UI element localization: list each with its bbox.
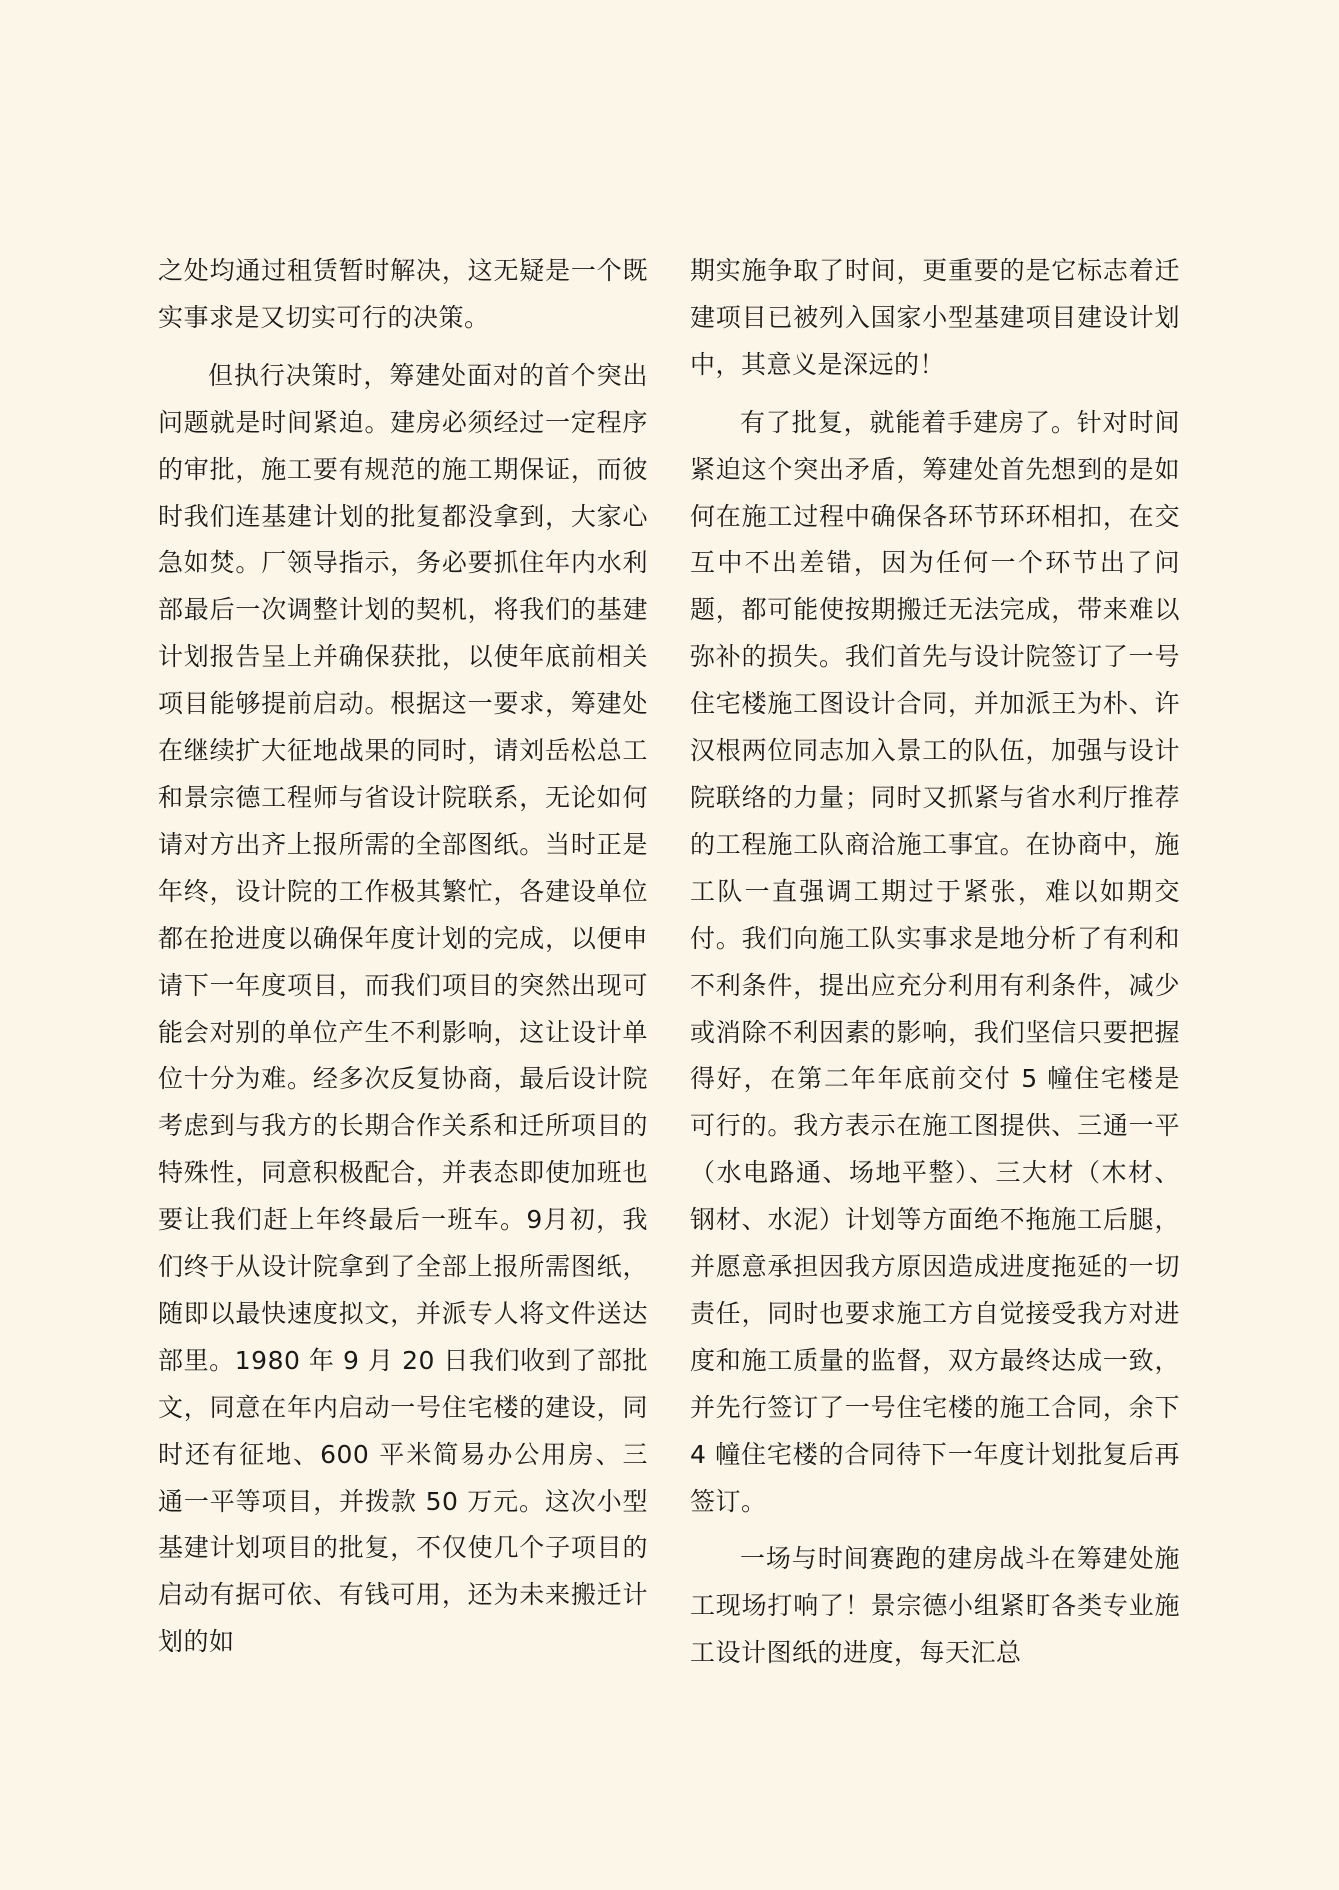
paragraph: 一场与时间赛跑的建房战斗在筹建处施工现场打响了！景宗德小组紧盯各类专业施工设计图纸的进度，每天汇总 — [690, 1544, 1180, 1668]
paragraph: 但执行决策时，筹建处面对的首个突出问题就是时间紧迫。建房必须经过一定程序的审批，施工要有规范的施工期保证，而彼时我们连基建计划的批复都没拿到，大家心急如焚。厂领导指示，务必要抓住年内水利部最后一次调整计划的契机，将我们的基建计划报告呈上并确保获批，以使年底前相关项目能够提前启动。根据这一要求，筹建处在继续扩大征地战果的同时，请刘岳松总工和景宗德工程师与省设计院联系，无论如何请对方出齐上报所需的全部图纸。当时正是年终，设计院的工作极其繁忙，各建设单位都在抢进度以确保年度计划的完成，以便申请下一年度项目，而我们项目的突然出现可能会对别的单位产生不利影响，这让设计单位十分为难。经多次反复协商，最后设计院考虑到与我方的长期合作关系和迁所项目的特殊性，同意积极配合，并表态即使加班也要让我们赶上年终最后一班车。9月初，我们终于从设计院拿到了全部上报所需图纸，随即以最快速度拟文，并派专人将文件送达部里。1980 年 9 月 20 日我们收到了部批文，同意在年内启动一号住宅楼的建设，同时还有征地、600 平米简易办公用房、三通一平等项目，并拨款 50 万元。这次小型基建计划项目的批复，不仅使几个子项目的启动有据可依、有钱可用，还为未来搬迁计划的如 — [158, 360, 648, 1657]
paragraph-continued: 期实施争取了时间，更重要的是它标志着迁建项目已被列入国家小型基建项目建设计划中，其意义是深远的！ — [690, 256, 1180, 379]
paragraph-continued: 之处均通过租赁暂时解决，这无疑是一个既实事求是又切实可行的决策。 — [158, 256, 648, 332]
left-column — [158, 248, 648, 1677]
paragraph: 有了批复，就能着手建房了。针对时间紧迫这个突出矛盾，筹建处首先想到的是如何在施工过程中确保各环节环环相扣，在交互中不出差错，因为任何一个环节出了问题，都可能使按期搬迁无法完成，带来难以弥补的损失。我们首先与设计院签订了一号住宅楼施工图设计合同，并加派王为朴、许汉根两位同志加入景工的队伍，加强与设计院联络的力量；同时又抓紧与省水利厅推荐的工程施工队商洽施工事宜。在协商中，施工队一直强调工期过于紧张，难以如期交付。我们向施工队实事求是地分析了有利和不利条件，提出应充分利用有利条件，减少或消除不利因素的影响，我们坚信只要把握得好，在第二年年底前交付 5 幢住宅楼是可行的。我方表示在施工图提供、三通一平（水电路通、场地平整）、三大材（木材、钢材、水泥）计划等方面绝不拖施工后腿，并愿意承担因我方原因造成进度拖延的一切责任，同时也要求施工方自觉接受我方对进度和施工质量的监督，双方最终达成一致，并先行签订了一号住宅楼的施工合同，余下 4 幢住宅楼的合同待下一年度计划批复后再签订。 — [690, 407, 1180, 1516]
right-column — [690, 248, 1180, 1688]
